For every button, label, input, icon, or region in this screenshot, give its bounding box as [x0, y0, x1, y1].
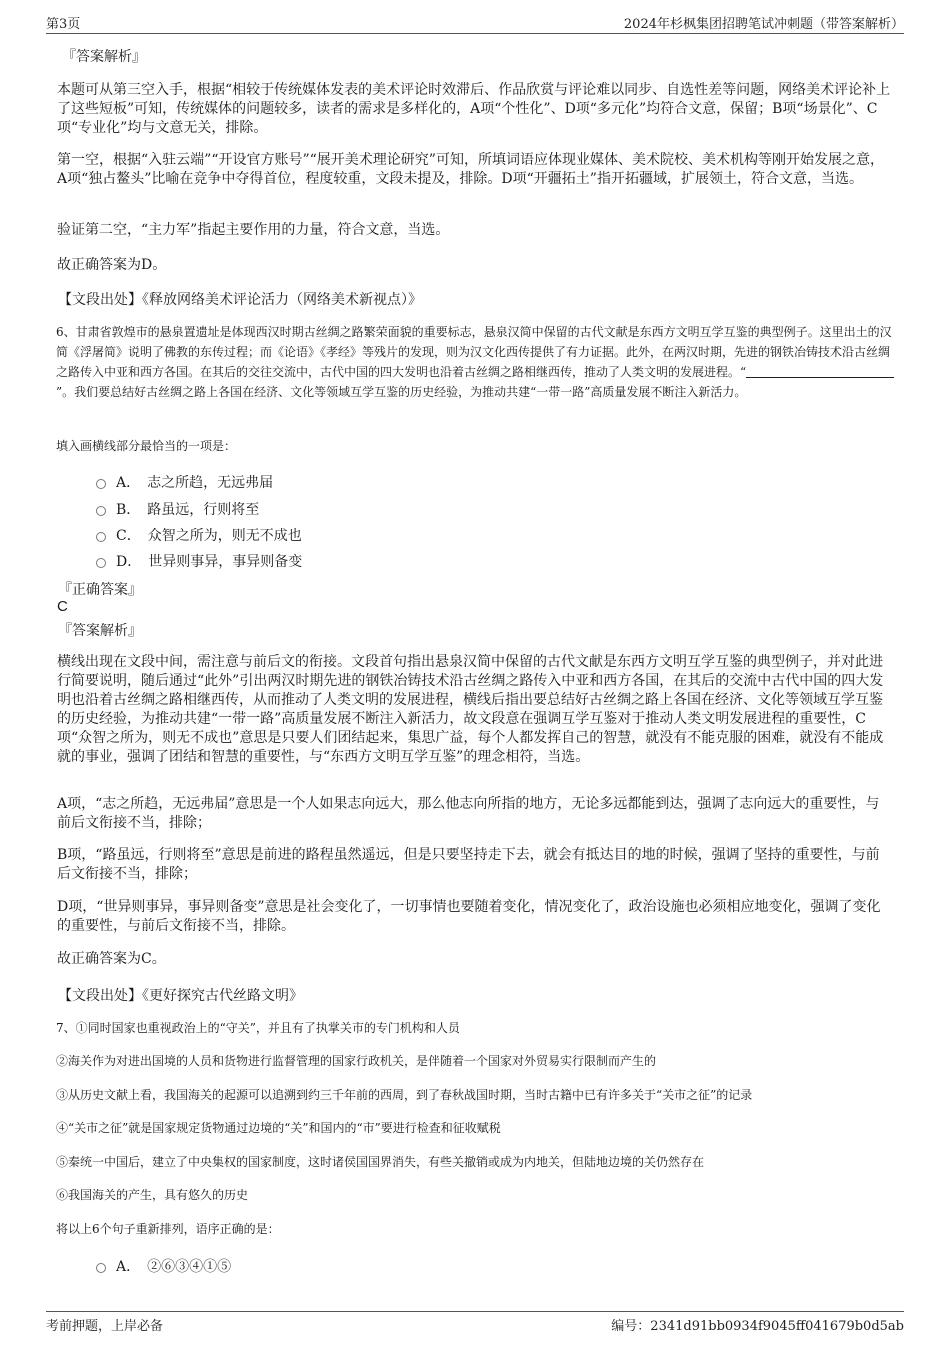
q5-answer-statement: 故正确答案为D。 [57, 257, 167, 273]
q5-source: 【文段出处】《释放网络美术评论活力（网络美术新视点）》 [58, 292, 422, 308]
q6-option-c[interactable] [96, 525, 302, 545]
option-label: A． 志之所趋，无远弗届 [116, 475, 274, 491]
q6-analysis-label: 『答案解析』 [58, 623, 142, 639]
document-id: 编号：2341d91bb0934f9045ff041679b0d5ab [611, 1319, 904, 1334]
q7-sentence-5: ⑤秦统一中国后，建立了中央集权的国家制度，这时诸侯国国界消失，有些关撤销或成为内地关，但陆地边境的关仍然存在 [56, 1155, 705, 1169]
document-title: 2024年杉枫集团招聘笔试冲刺题（带答案解析） [623, 17, 904, 32]
q5-analysis-p3: 验证第二空，“主力军”指起主要作用的力量，符合文意，当选。 [57, 222, 450, 238]
q6-stem-part2: ”。我们要总结好古丝绸之路上各国在经济、文化等领域互学互鉴的历史经验，为推动共建“一带一路”高质量发展不断注入新活力。 [56, 385, 747, 399]
q6-blank [746, 365, 894, 378]
q7-sentence-2: ②海关作为对进出国境的人员和货物进行监督管理的国家行政机关，是伴随着一个国家对外贸易实行限制而产生的 [56, 1054, 657, 1068]
q6-answer: C [57, 598, 68, 615]
q6-analysis-p3: B项，“路虽远，行则将至”意思是前进的路程虽然遥远，但是只要坚持走下去，就会有抵达目的地的时候，强调了坚持的重要性，与前后文衔接不当，排除； [57, 847, 880, 882]
q7-prompt: 将以上6个句子重新排列，语序正确的是： [56, 1222, 280, 1236]
radio-icon[interactable] [96, 479, 106, 489]
q7-sentence-4: ④“关市之征”就是国家规定货物通过边境的“关”和国内的“市”要进行检查和征收赋税 [56, 1121, 501, 1135]
q5-analysis-p1: 本题可从第三空入手，根据“相较于传统媒体发表的美术评论时效滞后、作品欣赏与评论难以同步、自选性差等问题，网络美术评论补上了这些短板”可知，传统媒体的问题较多，读者的需求是多样化的，A项“个性化”、D项“多元化”均符合文意，保留；B项“场景化”、C项“专业化”均与文意无关，排除。 [57, 82, 891, 136]
radio-icon[interactable] [96, 1263, 106, 1273]
q6-answer-label: 『正确答案』 [58, 582, 142, 598]
q7-sentence-6: ⑥我国海关的产生，具有悠久的历史 [56, 1188, 249, 1202]
page-number: 第3页 [46, 17, 81, 32]
q6-answer-statement: 故正确答案为C。 [57, 951, 166, 967]
radio-icon[interactable] [96, 506, 106, 516]
q6-analysis-p1: 横线出现在文段中间，需注意与前后文的衔接。文段首句指出悬泉汉简中保留的古代文献是东西方文明互学互鉴的典型例子，并对此进行简要说明，随后通过“此外”引出两汉时期先进的钢铁冶铸技术沿古丝绸之路传入中亚和西方各国，在其后的交流中古代中国的四大发明也沿着古丝绸之路相继西传，从而推动了人类文明的发展进程，横线后指出要总结好古丝绸之路上各国在经济、文化等领域互学互鉴的历史经验，为推动共建“一带一路”高质量发展不断注入新活力，故文段意在强调互学互鉴对于推动人类文明发展进程的重要性，C项“众智之所为，则无不成也”意思是只要人们团结起来，集思广益，每个人都发挥自己的智慧，就没有不能克服的困难，就没有不能成就的事业，强调了团结和智慧的重要性，与“东西方文明互学互鉴”的理念相符，当选。 [57, 654, 884, 765]
q6-source: 【文段出处】《更好探究古代丝路文明》 [58, 988, 303, 1004]
q7-option-a[interactable] [96, 1256, 231, 1276]
q6-analysis-p4: D项，“世异则事异，事异则备变”意思是社会变化了，一切事情也要随着变化，情况变化了，政治设施也必须相应地变化，强调了变化的重要性，与前后文衔接不当，排除。 [57, 899, 881, 934]
page-header [46, 13, 904, 34]
q7-sentence-3: ③从历史文献上看，我国海关的起源可以追溯到约三千年前的西周，到了春秋战国时期，当时古籍中已有许多关于“关市之征”的记录 [56, 1088, 753, 1102]
q6-stem [56, 322, 898, 402]
radio-icon[interactable] [96, 532, 106, 542]
q5-analysis-p2: 第一空，根据“入驻云端”“开设官方账号”“展开美术理论研究”可知，所填词语应体现业媒体、美术院校、美术机构等刚开始发展之意，A项“独占鳌头”比喻在竞争中夺得首位，程度较重，文段未提及，排除。D项“开疆拓土”指开拓疆域，扩展领土，符合文意，当选。 [57, 152, 884, 187]
option-label: C． 众智之所为，则无不成也 [116, 528, 302, 544]
q6-option-a[interactable] [96, 472, 273, 492]
q6-stem-part1: 6、甘肃省敦煌市的悬泉置遗址是体现西汉时期古丝绸之路繁荣面貌的重要标志，悬泉汉简中保留的古代文献是东西方文明互学互鉴的典型例子。这里出土的汉简《浮屠简》说明了佛教的东传过程；而《论语》《孝经》等残片的发现，则为汉文化西传提供了有力证据。此外，在两汉时期，先进的钢铁冶铸技术沿古丝绸之路传入中亚和西方各国。在其后的交往交流中，古代中国的四大发明也沿着古丝绸之路相继西传，推动了人类文明的发展进程。“ [56, 325, 892, 379]
radio-icon[interactable] [96, 558, 106, 568]
q6-option-b[interactable] [96, 499, 259, 519]
option-label: D． 世异则事异，事异则备变 [116, 554, 303, 570]
q6-prompt: 填入画横线部分最恰当的一项是： [56, 439, 237, 453]
q5-analysis-label: 『答案解析』 [62, 49, 146, 65]
q6-option-d[interactable] [96, 551, 302, 571]
q7-sentence-1: 7、①同时国家也重视政治上的“守关”，并且有了执掌关市的专门机构和人员 [56, 1021, 460, 1035]
footer-slogan: 考前押题，上岸必备 [46, 1319, 164, 1334]
option-label: A． ②⑥③④①⑤ [116, 1259, 232, 1275]
q6-analysis-p2: A项，“志之所趋，无远弗届”意思是一个人如果志向远大，那么他志向所指的地方，无论多远都能到达，强调了志向远大的重要性，与前后文衔接不当，排除； [57, 796, 880, 831]
option-label: B． 路虽远，行则将至 [116, 502, 260, 518]
page-footer [46, 1311, 904, 1334]
